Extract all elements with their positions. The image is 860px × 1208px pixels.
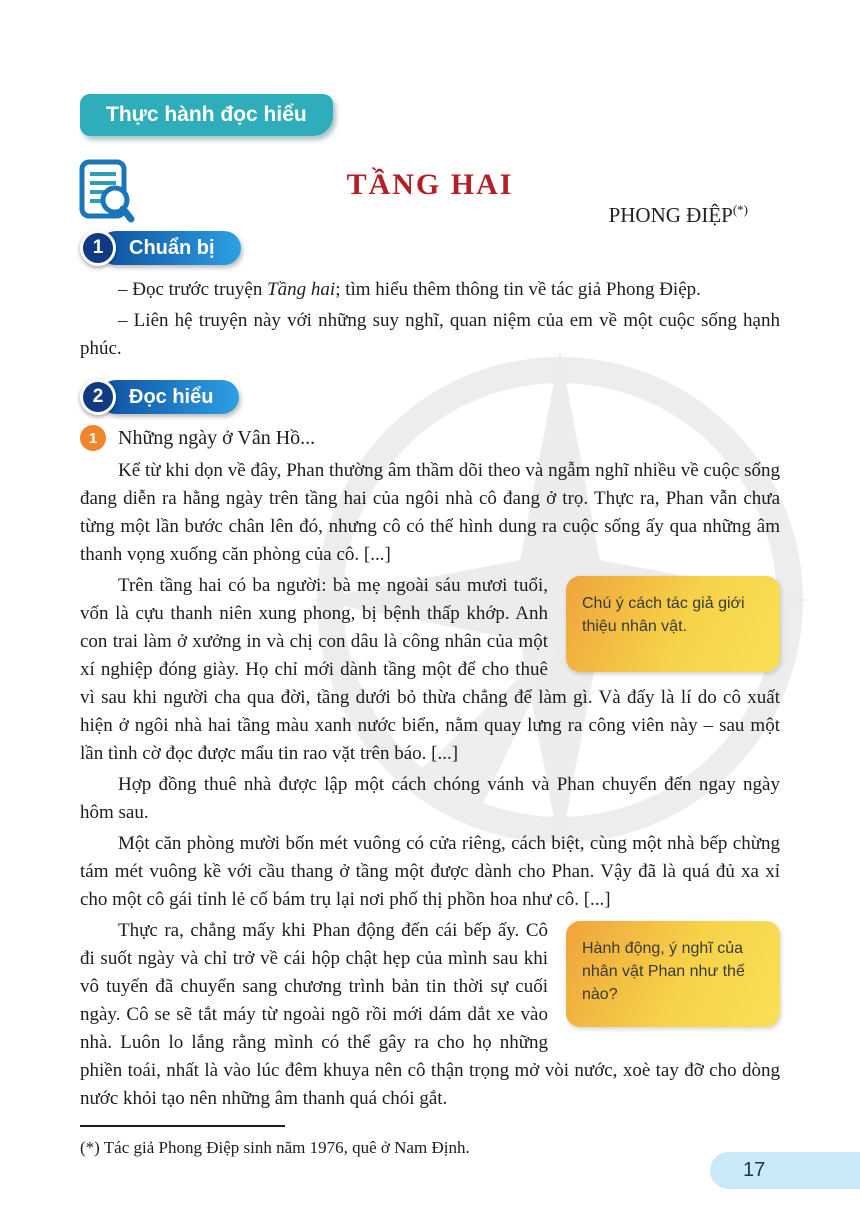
unit-banner-label: Thực hành đọc hiểu: [106, 103, 307, 126]
content-flow: [80, 230, 780, 1160]
footnote-rule: [80, 1125, 285, 1127]
footnote-block: [80, 1125, 780, 1160]
author-footnote-ref: (*): [732, 202, 748, 217]
prepare-item-1-prefix: – Đọc trước truyện: [118, 279, 268, 300]
callout-text: Chú ý cách tác giả giới thiệu nhân vật.: [582, 595, 745, 635]
lesson-title: TẦNG HAI: [346, 168, 514, 201]
story-title-italic: Tầng hai: [267, 279, 336, 300]
author-line: [80, 202, 748, 228]
prepare-item-1: [80, 276, 780, 304]
document-search-icon: [78, 158, 136, 231]
callout-introduce-character: [566, 576, 780, 672]
story-paragraph: Hợp đồng thuê nhà được lập một cách chóng vánh và Phan chuyển đến ngay ngày hôm sau.: [80, 774, 780, 823]
section-badge-reading: [80, 379, 780, 415]
prepare-item-2: – Liên hệ truyện này với những suy nghĩ, quan niệm của em về một cuộc sống hạnh phúc.: [80, 310, 780, 359]
prepare-item-1-suffix: ; tìm hiểu thêm thông tin về tác giả Phong Điệp.: [335, 279, 701, 300]
author-name: PHONG ĐIỆP: [608, 203, 733, 227]
section-label-pill: Chuẩn bị: [99, 231, 241, 265]
section-number-circle: 2: [80, 379, 116, 415]
marker-number-circle: 1: [80, 425, 106, 451]
page-number: 17: [743, 1159, 766, 1181]
section-number-circle: 1: [80, 230, 116, 266]
reading-marker-1: [80, 425, 780, 451]
footnote-text: (*) Tác giả Phong Điệp sinh năm 1976, quê ở Nam Định.: [80, 1138, 470, 1157]
story-paragraph: Trên tầng hai có ba người: bà mẹ ngoài sáu mươi tuổi, vốn là cựu thanh niên xung phong, bị bệnh thấp khớp. Anh con trai làm ở xưởng in và chị con dâu là công nhân của một xí nghiệp đóng giày. Họ chỉ mới dành tầng một để cho thuê vì sau khi người cha qua đời, tầng dưới bỏ thừa chẳng để làm gì. Và đấy là lí do cô xuất hiện ở ngôi nhà hai tầng màu xanh nước biển, nằm quay lưng ra công viên này – sau một lần tình cờ đọc được mẩu tin rao vặt trên báo. [...]: [80, 575, 780, 764]
page-number-badge: [710, 1152, 860, 1189]
story-paragraph: Thực ra, chẳng mấy khi Phan động đến cái bếp ấy. Cô đi suốt ngày và chỉ trở về cái hộp chật hẹp của mình sau khi vô tuyến đã chuyển sang chương trình bản tin thời sự cuối ngày. Cô se sẽ tắt máy từ ngoài ngõ rồi mới dám dắt xe vào nhà. Luôn lo lắng rằng mình có thể gây ra cho họ những phiền toái, nhất là vào lúc đêm khuya nên cô thận trọng mở vòi nước, xoè tay đỡ cho dòng nước khỏi tạo nên những âm thanh quá chói gắt.: [80, 920, 780, 1109]
section-badge-prepare: [80, 230, 780, 266]
marker-text: Những ngày ở Vân Hồ...: [118, 426, 316, 449]
unit-banner: [80, 94, 333, 136]
story-paragraph: Một căn phòng mười bốn mét vuông có cửa riêng, cách biệt, cùng một nhà bếp chừng tám mét vuông kề với cầu thang ở tầng một được dành cho Phan. Vậy đã là quá đủ xa xỉ cho một cô gái tỉnh lẻ cố bám trụ lại nơi phố thị phồn hoa như cô. [...]: [80, 833, 780, 910]
callout-phan-question: [566, 921, 780, 1027]
story-paragraph: Kể từ khi dọn về đây, Phan thường âm thầm dõi theo và ngẫm nghĩ nhiều về cuộc sống đang diễn ra hằng ngày trên tầng hai của ngôi nhà cô đang ở trọ. Thực ra, Phan vẫn chưa từng một lần bước chân lên đó, nhưng cô có thể hình dung ra cuộc sống ấy qua những âm thanh vọng xuống căn phòng của cô. [...]: [80, 460, 780, 565]
callout-text: Hành động, ý nghĩ của nhân vật Phan như thế nào?: [582, 940, 745, 1003]
section-label-pill: Đọc hiểu: [99, 380, 239, 414]
